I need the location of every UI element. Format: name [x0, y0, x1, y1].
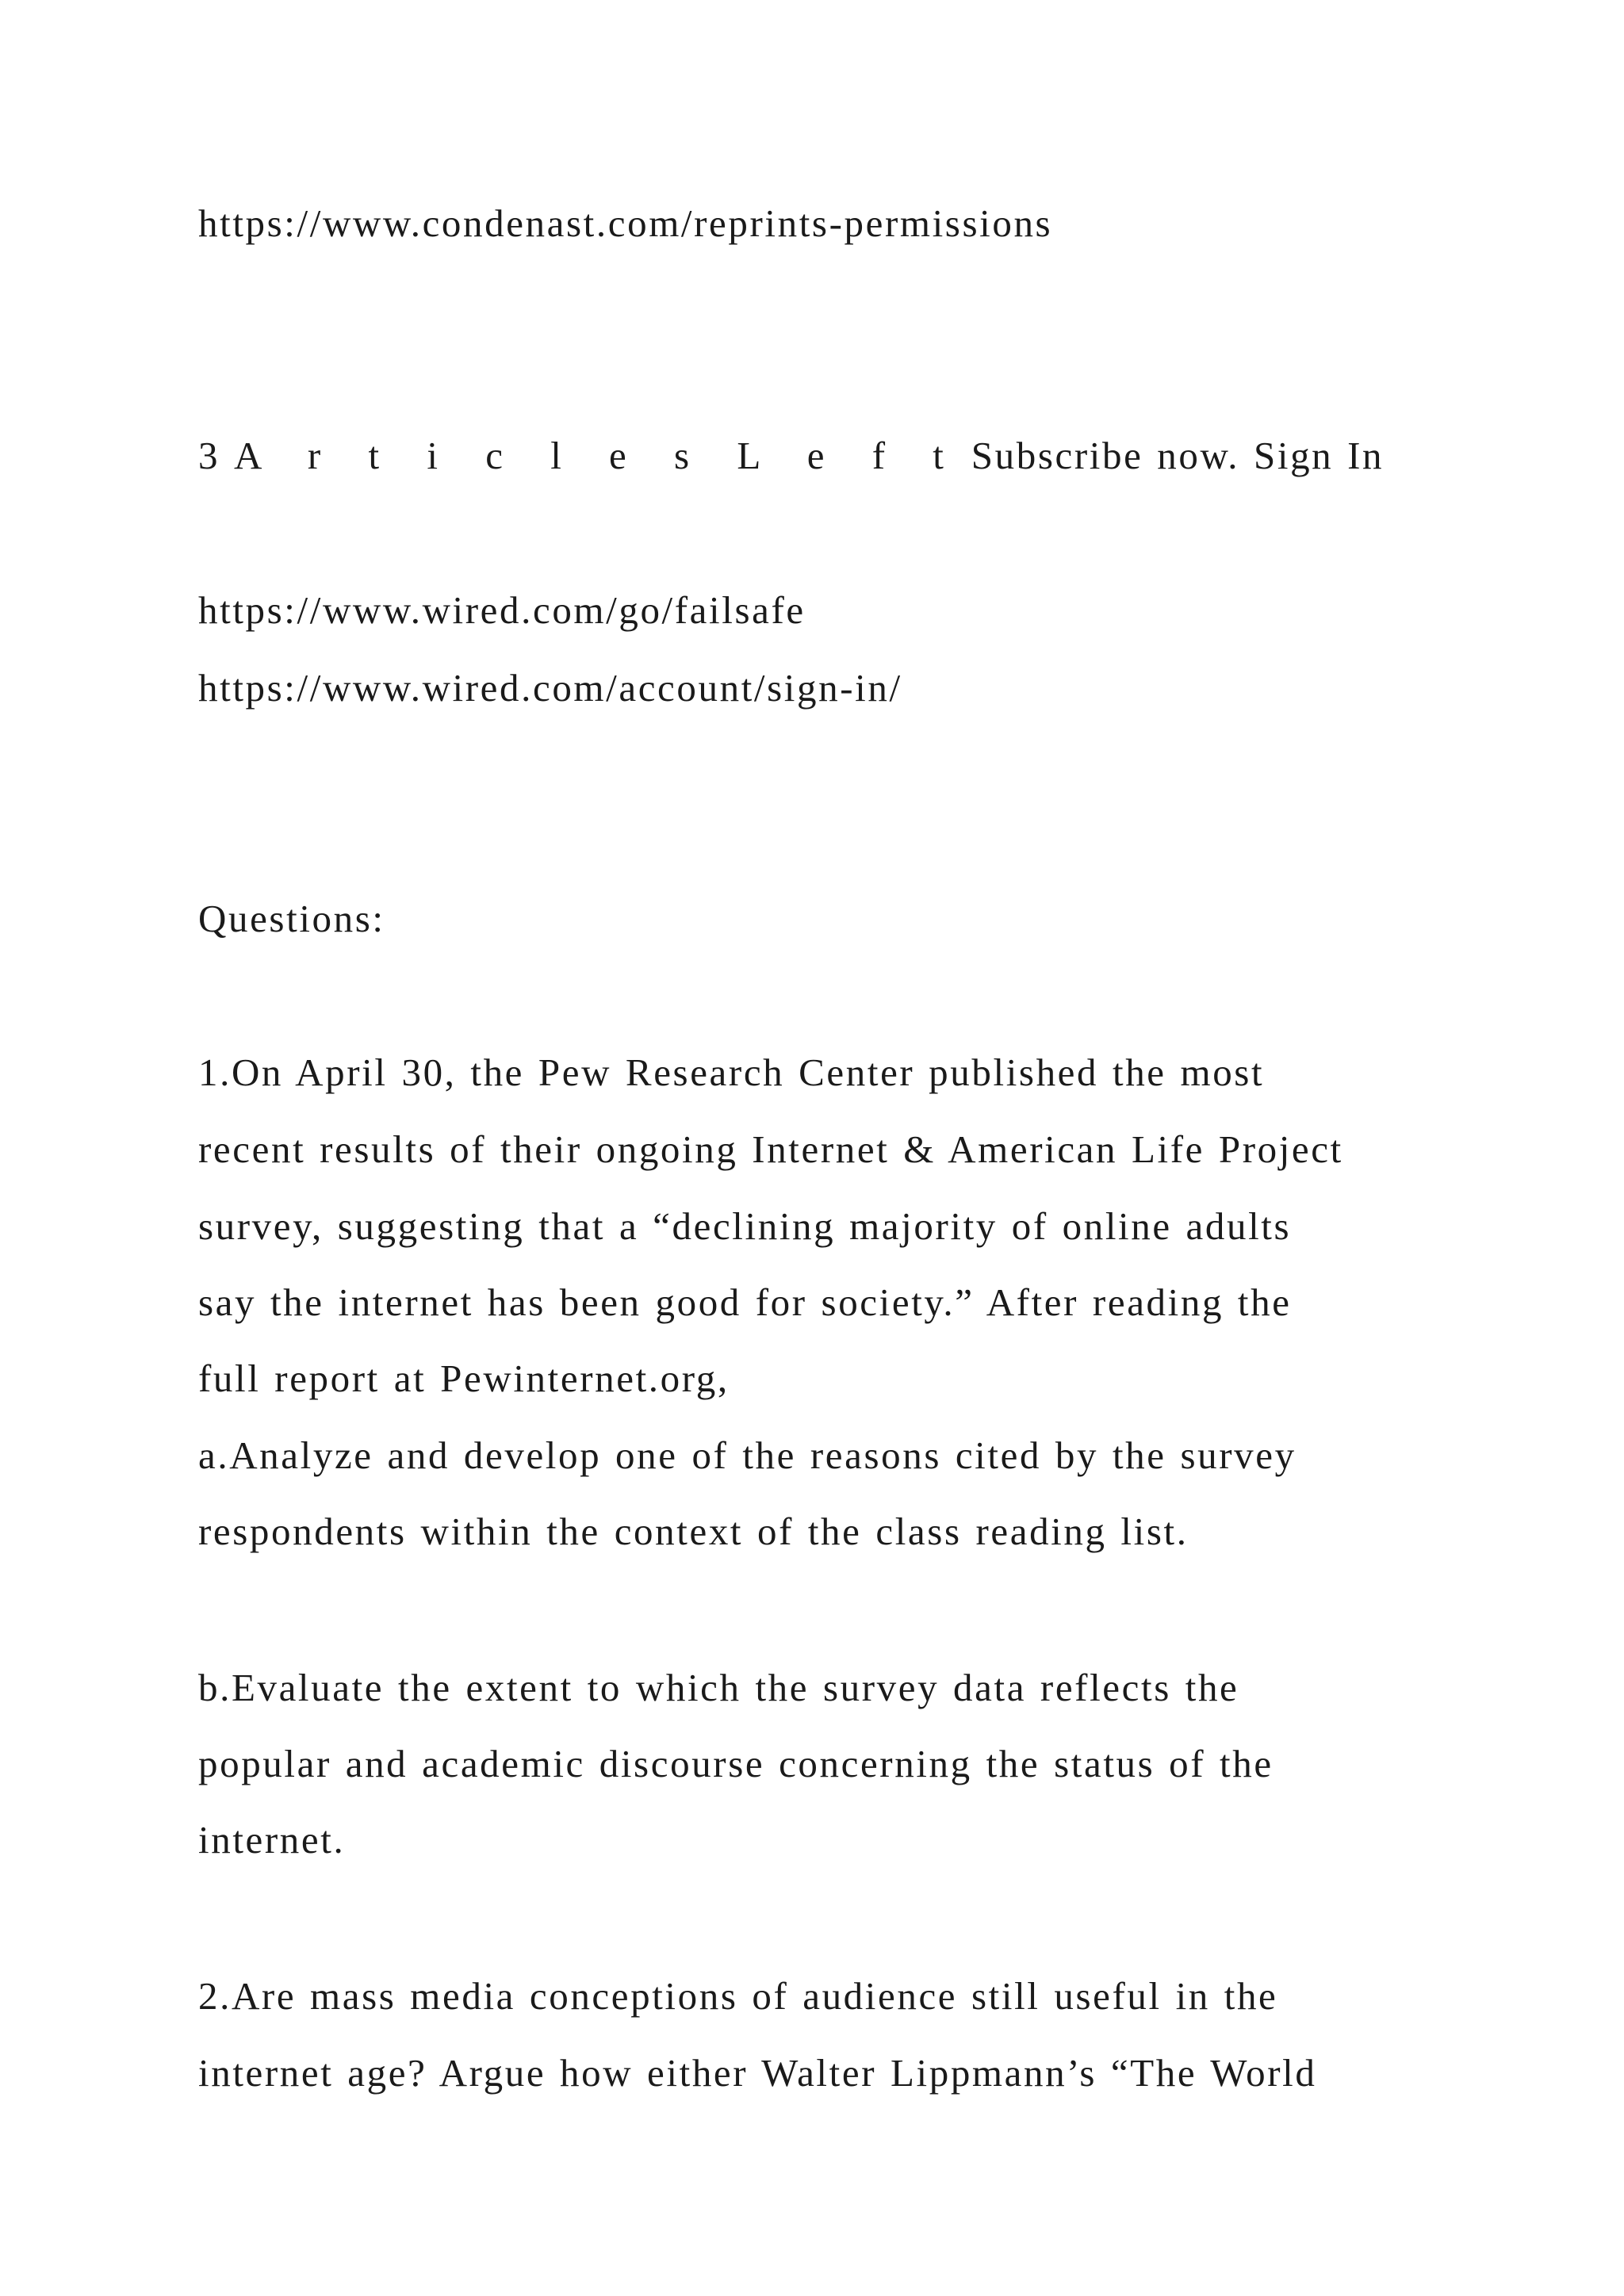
question-2-line-2: internet age? Argue how either Walter Lippmann’s “The World: [198, 2051, 1317, 2095]
sign-in-link[interactable]: Sign In: [1254, 434, 1385, 477]
question-1a-line-1: a.Analyze and develop one of the reasons cited by the survey: [198, 1433, 1297, 1477]
question-1b-line-1: b.Evaluate the extent to which the survey data reflects the: [198, 1666, 1239, 1709]
reprints-permissions-link[interactable]: https://www.condenast.com/reprints-permissions: [198, 201, 1053, 245]
articles-left-label: A r t i c l e s L e f t: [233, 434, 957, 477]
question-1-line-4: say the internet has been good for society.” After reading the: [198, 1280, 1292, 1324]
question-1b-line-3: internet.: [198, 1818, 346, 1862]
question-2-line-1: 2.Are mass media conceptions of audience still useful in the: [198, 1974, 1278, 2018]
account-sign-in-link[interactable]: https://www.wired.com/account/sign-in/: [198, 666, 902, 710]
question-1-line-5: full report at Pewinternet.org,: [198, 1357, 730, 1400]
question-1-line-3: survey, suggesting that a “declining majority of online adults: [198, 1204, 1292, 1248]
questions-heading: Questions:: [198, 897, 385, 940]
question-1-line-2: recent results of their ongoing Internet & American Life Project: [198, 1127, 1343, 1171]
failsafe-link[interactable]: https://www.wired.com/go/failsafe: [198, 588, 806, 632]
articles-left-count: 3: [198, 434, 220, 477]
subscribe-now-link[interactable]: Subscribe now.: [971, 434, 1240, 477]
question-1b-line-2: popular and academic discourse concerning the status of the: [198, 1742, 1274, 1785]
question-1-line-1: 1.On April 30, the Pew Research Center published the most: [198, 1050, 1265, 1094]
paywall-banner: [198, 432, 1384, 480]
question-1a-line-2: respondents within the context of the class reading list.: [198, 1510, 1189, 1553]
